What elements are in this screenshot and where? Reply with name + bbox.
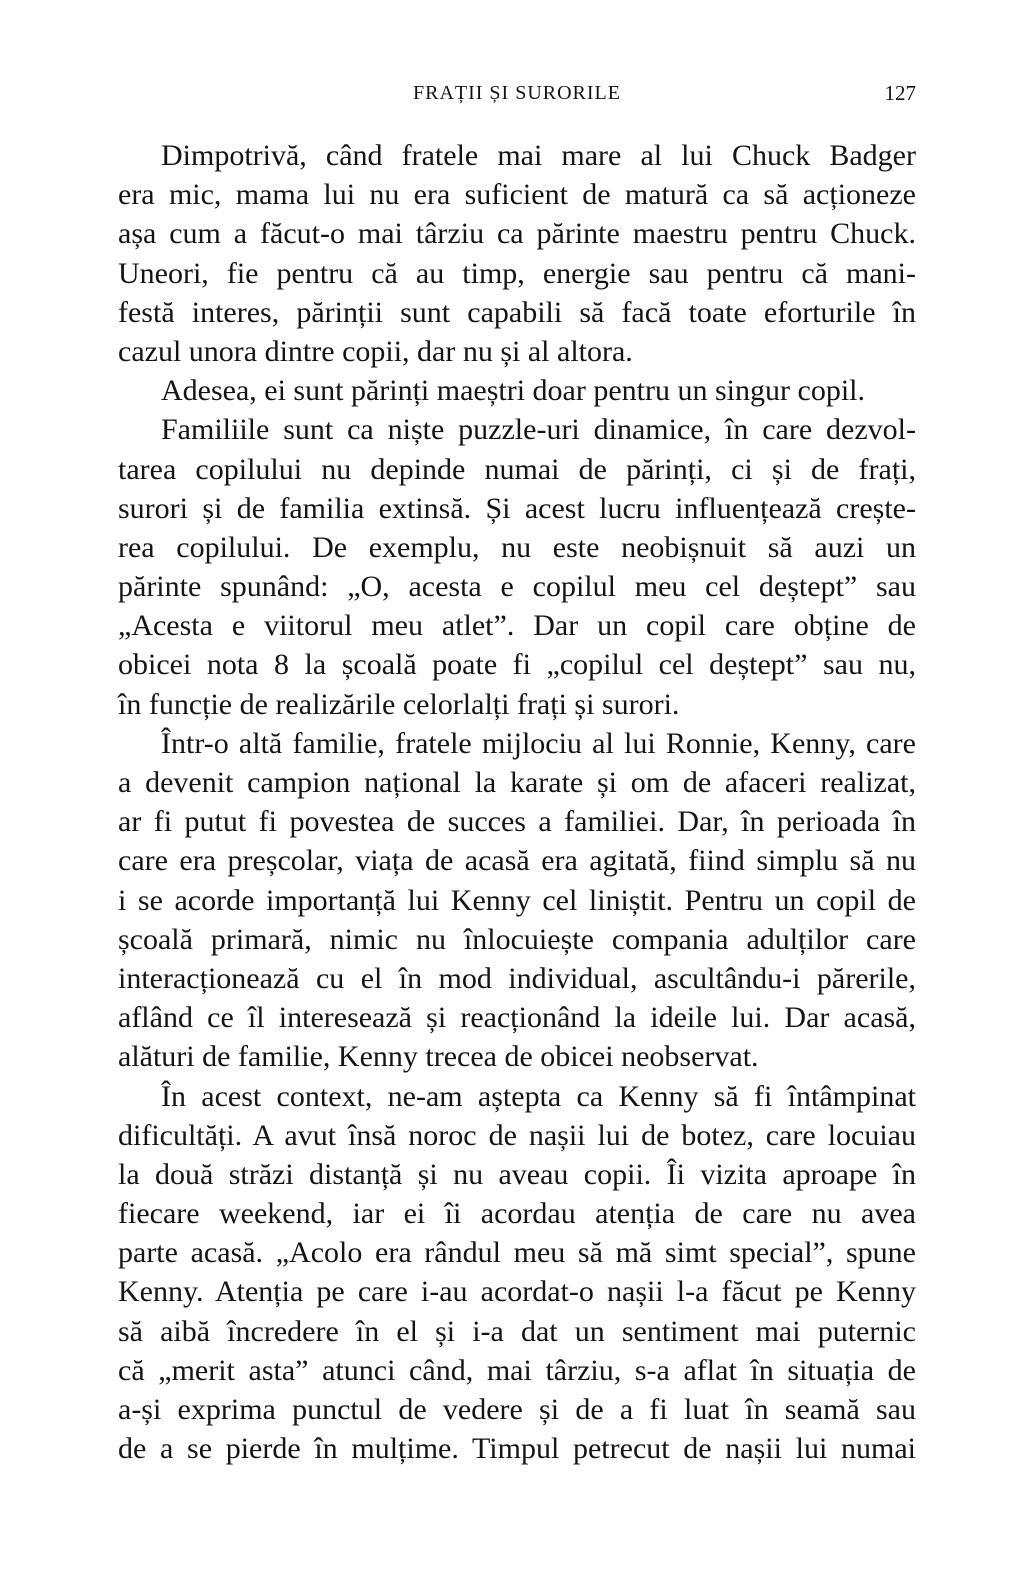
text-line: să aibă încredere în el și i-a dat un sentiment mai puternic (118, 1314, 916, 1348)
page-number: 127 (884, 81, 916, 105)
text-line: obicei nota 8 la școală poate fi „copilul cel deștept” sau nu, (118, 648, 916, 682)
text-line: așa cum a făcut-o mai târziu ca părinte maestru pentru Chuck. (118, 217, 916, 251)
paragraph (118, 1077, 916, 1469)
paragraph (118, 724, 916, 1077)
text-line: Dimpotrivă, când fratele mai mare al lui Chuck Badger (161, 139, 916, 172)
text-line: interacționează cu el în mod individual, ascultându-i părerile, (118, 961, 916, 995)
text-line: dificultăți. A avut însă noroc de nașii lui de botez, care locuiau (118, 1118, 916, 1152)
text-line: Familiile sunt ca niște puzzle-uri dinamice, în care dezvol- (161, 413, 916, 447)
text-line: parte acasă. „Acolo era rândul meu să mă simt special”, spune (118, 1236, 916, 1270)
text-line: rea copilului. De exemplu, nu este neobișnuit să auzi un (118, 530, 916, 564)
text-line: cazul unora dintre copii, dar nu și al altora. (118, 334, 633, 368)
paragraph (118, 371, 916, 410)
text-line: Kenny. Atenția pe care i-au acordat-o nașii l-a făcut pe Kenny (118, 1275, 916, 1309)
text-line: surori și de familia extinsă. Și acest lucru influențează crește- (118, 491, 916, 525)
text-line: a-și exprima punctul de vedere și de a fi luat în seamă sau (118, 1393, 916, 1426)
text-line: festă interes, părinții sunt capabili să facă toate eforturile în (118, 295, 916, 329)
paragraph (118, 136, 916, 371)
text-line: care era preșcolar, viața de acasă era agitată, fiind simplu să nu (118, 844, 916, 878)
text-line: În acest context, ne-am aștepta ca Kenny să fi întâmpinat (161, 1079, 916, 1113)
text-line: Adesea, ei sunt părinți maeștri doar pentru un singur copil. (161, 374, 865, 408)
text-line: Într-o altă familie, fratele mijlociu al lui Ronnie, Kenny, care (161, 726, 916, 760)
text-line: fiecare weekend, iar ei îi acordau atenția de care nu avea (118, 1197, 916, 1231)
text-line: i se acorde importanță lui Kenny cel liniștit. Pentru un copil de (118, 883, 916, 917)
text-line: de a se pierde în mulțime. Timpul petrecut de nașii lui numai (118, 1432, 916, 1466)
text-line: că „merit asta” atunci când, mai târziu, s-a aflat în situația de (118, 1353, 916, 1387)
text-line: aflând ce îl interesează și reacționând la ideile lui. Dar acasă, (118, 1001, 916, 1035)
text-line: în funcție de realizările celorlalți frați și surori. (118, 687, 680, 721)
text-line: ar fi putut fi povestea de succes a familiei. Dar, în perioada în (118, 805, 916, 839)
text-line: școală primară, nimic nu înlocuiește compania adulților care (118, 922, 916, 956)
text-line: la două străzi distanță și nu aveau copii. Îi vizita aproape în (118, 1157, 916, 1191)
page-body (118, 136, 916, 1468)
text-line: tarea copilului nu depinde numai de părinți, ci și de frați, (118, 452, 916, 486)
text-line: „Acesta e viitorul meu atlet”. Dar un copil care obține de (118, 609, 916, 643)
text-line: alături de familie, Kenny trecea de obicei neobservat. (118, 1040, 759, 1074)
running-title: FRAȚII ȘI SURORILE (412, 82, 621, 104)
text-line: părinte spunând: „O, acesta e copilul meu cel deștept” sau (118, 570, 916, 604)
text-line: Uneori, fie pentru că au timp, energie sau pentru că mani- (118, 256, 916, 290)
paragraph (118, 410, 916, 724)
text-line: era mic, mama lui nu era suficient de matură ca să acționeze (118, 178, 916, 212)
text-line: a devenit campion național la karate și om de afaceri realizat, (118, 766, 916, 799)
page-header (118, 82, 916, 108)
